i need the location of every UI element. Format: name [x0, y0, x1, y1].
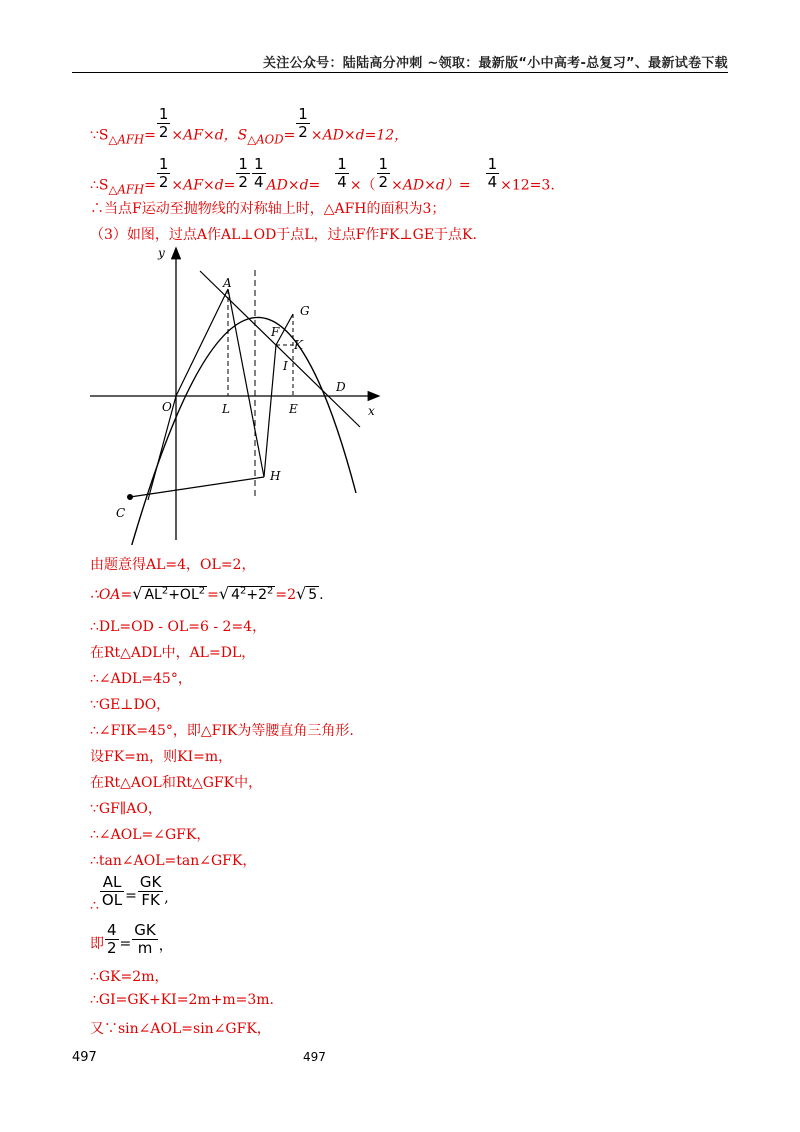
text-segment: = [125, 887, 137, 904]
label-f: F [271, 325, 280, 339]
text-segment: ， [158, 937, 173, 954]
superscript: 2 [198, 585, 206, 597]
fraction [377, 156, 391, 191]
fraction-numerator: 1 [238, 155, 248, 173]
page-header: 关注公众号：陆陆高分冲刺 ~领取：最新版“小中高考-总复习”、最新试卷下载 [262, 56, 728, 71]
text-segment: ×（ [349, 177, 376, 194]
subscript: △AFH [108, 132, 145, 147]
fraction-denominator: OL [101, 891, 123, 909]
text-segment: ×AF×d，S [171, 127, 248, 144]
sqrt-sign: √ [296, 584, 307, 603]
text-segment: AD×d= [266, 177, 321, 194]
line-17 [90, 873, 169, 914]
label-y: y [158, 246, 165, 260]
fraction-numerator: 1 [487, 155, 498, 173]
line-21: 又∵sin∠AOL=sin∠GFK， [90, 1021, 271, 1037]
text-segment: +OL [168, 587, 199, 603]
text-segment: ×AD×d）= [391, 177, 471, 194]
subscript: △AOD [247, 132, 284, 147]
text-segment: . [319, 587, 324, 603]
line-10: ∵GE⊥DO， [90, 697, 171, 713]
text-segment: = [144, 177, 156, 194]
line-9: ∴∠ADL=45°， [90, 671, 192, 687]
text-segment: = [119, 935, 132, 952]
fraction-denominator: 2 [158, 173, 169, 191]
text-segment: = [144, 127, 156, 144]
fraction-numerator: 1 [158, 105, 169, 123]
radicand [142, 586, 207, 603]
text-segment: ∴ [90, 897, 99, 914]
fraction-denominator: FK [141, 891, 160, 909]
text-segment: =2 [275, 587, 297, 603]
superscript: 2 [161, 585, 169, 597]
fraction [252, 156, 266, 191]
label-e: E [289, 402, 298, 416]
subscript: △AFH [108, 182, 145, 197]
superscript: 2 [240, 585, 247, 597]
fraction-numerator: 1 [337, 155, 347, 173]
page-number-left: 497 [72, 1050, 97, 1065]
header-rule [72, 72, 728, 73]
label-h: H [270, 469, 281, 483]
fraction-numerator: 1 [378, 155, 389, 173]
label-k: K [294, 338, 303, 352]
text-segment: ×AF×d= [171, 177, 236, 194]
text-segment: = [207, 587, 219, 603]
text-segment: ∵S [90, 127, 109, 144]
line-15: ∴∠AOL=∠GFK， [90, 827, 211, 843]
line-3: ∴当点F运动至抛物线的对称轴上时，△AFH的面积为3； [90, 201, 446, 217]
fraction-numerator: 1 [158, 155, 169, 173]
fraction [236, 156, 250, 191]
fraction-denominator: 2 [158, 123, 169, 141]
fraction [157, 156, 171, 191]
fraction [157, 106, 171, 141]
segment-oa [176, 289, 228, 396]
text-segment: 4 [231, 587, 240, 603]
fraction [296, 106, 310, 141]
fraction-denominator: 2 [298, 123, 308, 141]
sqrt-sign: √ [132, 584, 143, 603]
fraction-numerator: 1 [298, 105, 308, 123]
parabola-curve [126, 317, 356, 545]
label-c: C [116, 506, 126, 520]
text-segment: ×12=3. [500, 177, 555, 194]
fraction-denominator: 4 [487, 173, 498, 191]
line-14: ∵GF∥AO， [90, 801, 162, 817]
superscript: 2 [267, 585, 274, 597]
text-segment: +2 [246, 587, 268, 603]
label-g: G [300, 304, 310, 318]
text-segment: = [283, 127, 296, 144]
line-19: ∴GK=2m， [90, 969, 169, 985]
line-16: ∴tan∠AOL=tan∠GFK， [90, 853, 257, 869]
fraction-denominator: 4 [253, 173, 264, 191]
line-4: （3）如图，过点A作AL⊥OD于点L，过点F作FK⊥GE于点K. [90, 227, 477, 243]
fraction-numerator: 1 [253, 155, 264, 173]
fraction-denominator: m [137, 939, 153, 957]
fraction-denominator: 2 [378, 173, 389, 191]
line-20: ∴GI=GK+KI=2m+m=3m. [90, 992, 274, 1008]
line-6 [90, 584, 324, 603]
text-segment: ×AD×d=12， [310, 127, 409, 144]
point-c [127, 494, 133, 500]
line-13: 在Rt△AOL和Rt△GFK中， [90, 775, 263, 791]
fraction [105, 922, 119, 957]
line-11: ∴∠FIK=45°，即△FIK为等腰直角三角形. [90, 723, 354, 739]
fraction-denominator: 4 [337, 173, 347, 191]
line-12: 设FK=m，则KI=m， [90, 749, 233, 765]
parabola-figure [88, 245, 408, 545]
fraction-numerator: GK [134, 921, 156, 939]
label-x: x [368, 404, 375, 418]
fraction [486, 156, 500, 191]
line-1 [90, 105, 409, 153]
text-segment: ∴OA= [90, 587, 133, 603]
fraction-denominator: 2 [238, 173, 248, 191]
page-number-center: 497 [303, 1050, 326, 1064]
fraction-numerator: AL [100, 874, 124, 892]
label-o: O [162, 400, 172, 414]
text-segment: AL [144, 587, 162, 603]
fraction-numerator: GK [139, 873, 162, 891]
segment-fh [264, 345, 276, 477]
fraction [132, 922, 157, 957]
line-18 [90, 922, 173, 957]
label-l: L [222, 402, 230, 416]
fraction [100, 874, 124, 909]
radicand [229, 586, 275, 603]
line-5: 由题意得AL=4，OL=2， [90, 557, 256, 573]
text-segment: , [164, 889, 169, 906]
line-7: ∴DL=OD - OL=6 - 2=4， [90, 619, 267, 635]
fraction-denominator: 2 [107, 939, 117, 957]
radicand: 5 [308, 587, 318, 603]
label-a: A [223, 276, 232, 290]
text-segment: 即 [90, 935, 104, 952]
sqrt-sign: √ [218, 584, 230, 603]
text-segment: ∴S [90, 177, 109, 194]
fraction-numerator: 4 [107, 921, 117, 939]
label-d: D [336, 380, 346, 394]
fraction [138, 874, 163, 909]
label-i: I [283, 359, 288, 373]
fraction [335, 156, 349, 191]
line-8: 在Rt△ADL中，AL=DL， [90, 645, 256, 661]
